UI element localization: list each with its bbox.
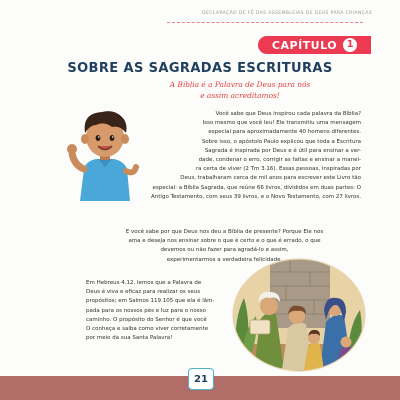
- boy-illustration: [64, 103, 146, 203]
- paragraph-3-line: propósitos; em Salmos 119.105 que ela é lâm-: [86, 298, 215, 305]
- paragraph-1-line: Antigo Testamento, com seus 39 livros, e o Novo Testamento, com 27 livros.: [151, 193, 361, 200]
- paragraph-1-line: Deus, trabalharam cerca de mil anos para escrever este Livro tão: [180, 175, 361, 182]
- biblical-scene-illustration: [232, 258, 366, 372]
- paragraph-2-line: ama e deseja nos ensinar sobre o que é certo e o que é errado, o que: [128, 238, 321, 245]
- chapter-label: CAPÍTULO: [271, 38, 338, 52]
- paragraph-3: [86, 279, 248, 343]
- subtitle: [140, 79, 340, 101]
- paragraph-1-line: Você sabe que Deus inspirou cada palavra da Bíblia?: [215, 111, 361, 117]
- paragraph-1-line: ra certa de viver (2 Tm 3.16). Essas pessoas, inspiradas por: [195, 166, 361, 173]
- paragraph-3-line: caminho. O propósito do Senhor é que você: [86, 316, 207, 323]
- chapter-number: 1: [343, 38, 357, 52]
- running-header: DECLARAÇÃO DE FÉ DAS ASSEMBLEIAS DE DEUS PARA CRIANÇAS: [202, 11, 372, 16]
- paragraph-1-line: dade, condenar o erro, corrigir as faltas e ensinar a manei-: [198, 157, 361, 164]
- paragraph-3-line: por meio da sua Santa Palavra!: [86, 335, 173, 342]
- chapter-tab: [258, 36, 371, 54]
- paragraph-2-line: E você sabe por que Deus nos deu a Bíblia de presente? Porque Ele nos: [125, 229, 324, 235]
- paragraph-1-line: Sagrada é inspirada por Deus e é útil para ensinar a ver-: [204, 147, 361, 154]
- page-title: SOBRE AS SAGRADAS ESCRITURAS: [67, 61, 333, 76]
- page-number-box: [188, 368, 214, 390]
- paragraph-3-line: Deus é viva e eficaz para realizar os seus: [86, 289, 201, 296]
- paragraph-3-line: pada para os nossos pés e luz para o nosso: [86, 307, 206, 314]
- paragraph-1: [136, 110, 361, 202]
- page-number: 21: [194, 373, 208, 385]
- paragraph-3-line: Em Hebreus 4.12, lemos que a Palavra de: [86, 280, 202, 286]
- header-rule: [167, 22, 363, 23]
- paragraph-1-line: especial: a Bíblia Sagrada, que reúne 66 livros, divididos em duas partes: O: [152, 184, 361, 191]
- paragraph-1-line: Isso mesmo que você leu! Ele transmitiu uma mensagem: [202, 120, 361, 127]
- paragraph-3-line: O conheça e saiba como viver corretamente: [86, 326, 209, 333]
- subtitle-line-1: A Bíblia é a Palavra de Deus para nós: [169, 80, 311, 89]
- paragraph-1-line: Sobre isso, o apóstolo Paulo explicou que toda a Escritura: [201, 138, 361, 145]
- paragraph-2-line: experimentarmos a verdadeira felicidade.: [166, 256, 283, 263]
- paragraph-2-line: devemos ou não fazer para agradá-lo e assim,: [160, 247, 289, 254]
- paragraph-1-line: especial para aproximadamente 40 homens diferentes.: [208, 129, 361, 136]
- subtitle-line-2: e assim acreditamos!: [200, 91, 280, 100]
